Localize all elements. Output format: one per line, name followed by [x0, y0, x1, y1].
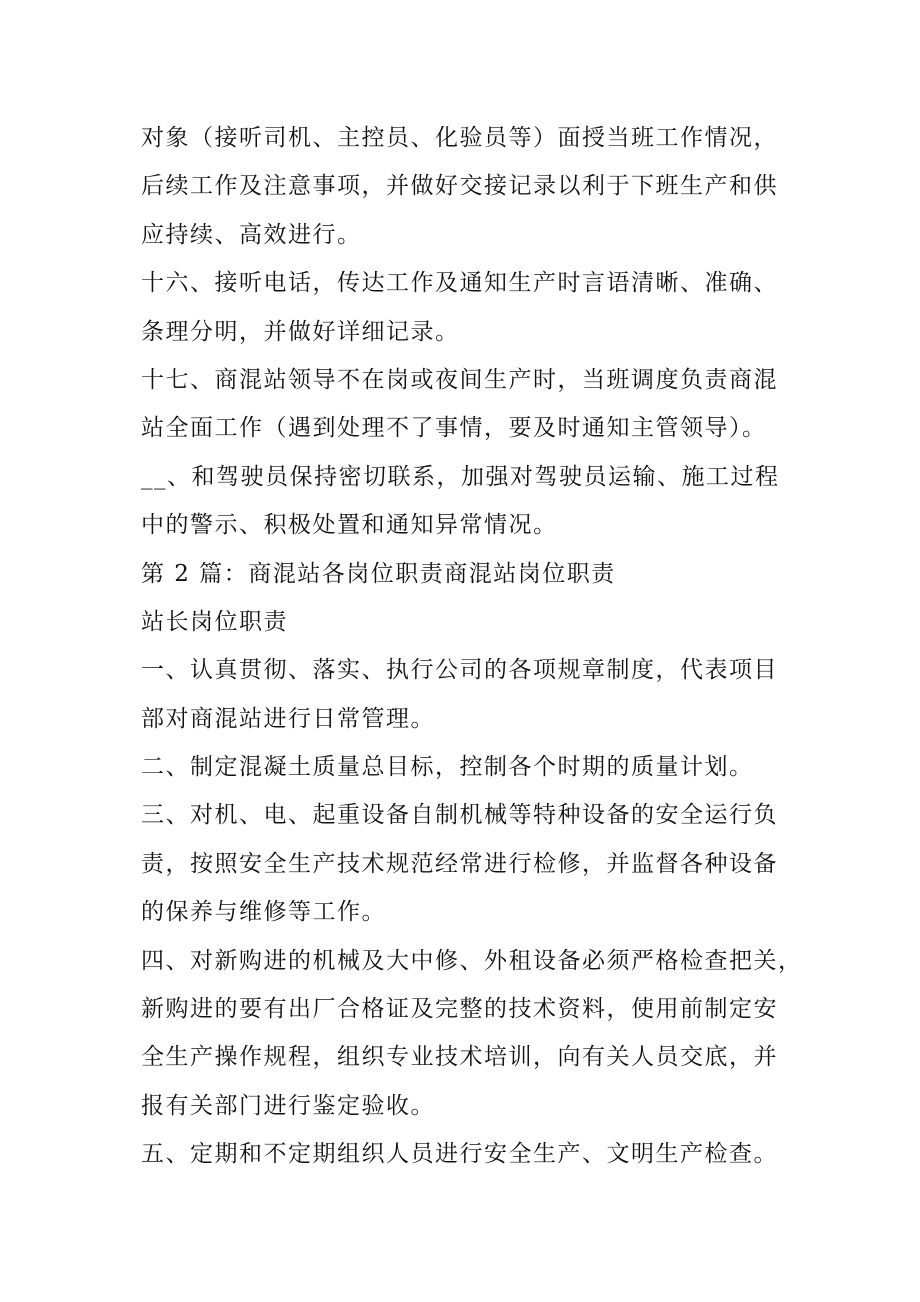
text-line: 站全面工作（遇到处理不了事情，要及时通知主管领导）。	[141, 415, 767, 442]
text-line: 一、认真贯彻、落实、执行公司的各项规章制度，代表项目	[141, 657, 778, 684]
text-line: 新购进的要有出厂合格证及完整的技术资料，使用前制定安	[141, 996, 778, 1023]
text-line: 五、定期和不定期组织人员进行安全生产、文明生产检查。	[141, 1141, 778, 1168]
text-line: 对象（接听司机、主控员、化验员等）面授当班工作情况，	[141, 125, 778, 151]
text-line: __、和驾驶员保持密切联系，加强对驾驶员运输、施工过程	[141, 463, 780, 490]
text-line: 责，按照安全生产技术规范经常进行检修，并监督各种设备	[141, 850, 778, 877]
section-heading: 第 2 篇：商混站各岗位职责商混站岗位职责	[141, 560, 616, 587]
text-line: 三、对机、电、起重设备自制机械等特种设备的安全运行负	[141, 802, 778, 829]
text-line: 十七、商混站领导不在岗或夜间生产时，当班调度负责商混	[141, 366, 778, 393]
text-line: 四、对新购进的机械及大中修、外租设备必须严格检查把关，	[141, 947, 803, 974]
text-line: 二、制定混凝土质量总目标，控制各个时期的质量计划。	[141, 754, 754, 781]
text-line: 的保养与维修等工作。	[141, 899, 386, 926]
text-line: 中的警示、积极处置和通知异常情况。	[141, 512, 558, 539]
document-body	[141, 114, 821, 1179]
subsection-heading: 站长岗位职责	[141, 608, 288, 635]
text-line: 十六、接听电话，传达工作及通知生产时言语清晰、准确、	[141, 270, 778, 297]
text-line: 报有关部门进行鉴定验收。	[141, 1092, 435, 1119]
text-line: 全生产操作规程，组织专业技术培训，向有关人员交底，并	[141, 1044, 778, 1071]
text-line: 条理分明，并做好详细记录。	[141, 318, 460, 345]
text-line: 应持续、高效进行。	[141, 221, 362, 248]
text-line: 部对商混站进行日常管理。	[141, 705, 435, 732]
text-line: 后续工作及注意事项，并做好交接记录以利于下班生产和供	[141, 173, 778, 200]
